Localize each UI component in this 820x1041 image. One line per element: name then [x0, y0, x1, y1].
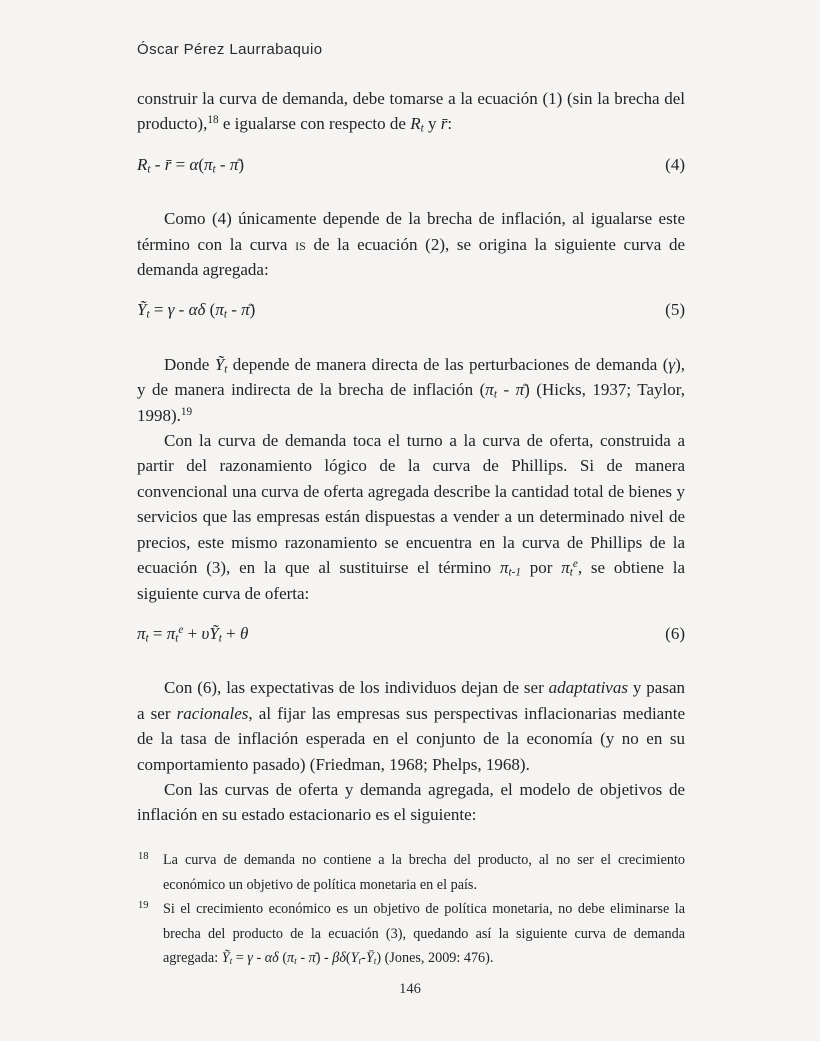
text-segment: 18	[207, 114, 219, 127]
text-segment: Con la curva de demanda toca el turno a la curva de oferta, construida a partir del razonamiento lógico de la curva de Phillips. Si de manera convencional una curva de oferta agregada describe la cantidad total de bienes y servicios que las empresas están dispuestas a vender a un determinado nivel de precios, este mismo razonamiento se encuentra en la curva de Phillips de la ecuación (3), en la que al sustituirse el término	[137, 431, 685, 578]
text-segment: t	[569, 566, 573, 579]
text-segment: -	[150, 154, 165, 174]
text-segment: Con las curvas de oferta y demanda agregada, el modelo de objetivos de inflación en su estado estacionario es el siguiente:	[137, 779, 685, 825]
paragraph	[137, 428, 685, 606]
paragraph	[137, 777, 685, 828]
text-segment: t	[373, 957, 377, 968]
text-segment: =	[232, 950, 248, 967]
text-segment: t	[212, 163, 216, 176]
paragraph	[137, 206, 685, 282]
text-segment: ) (Jones, 2009: 476).	[376, 950, 494, 967]
page-body	[137, 86, 685, 828]
running-header-author: Óscar Pérez Laurrabaquio	[137, 41, 323, 58]
text-segment: Ỹ	[137, 300, 147, 320]
text-segment: t	[229, 957, 233, 968]
text-segment: racionales	[176, 703, 249, 723]
text-segment: -	[226, 300, 242, 320]
text-segment: t	[358, 957, 362, 968]
text-segment: construir la curva de demanda, debe tomarse a la ecuación (1) (sin la brecha del producto),	[137, 89, 685, 134]
text-segment: γ	[247, 950, 253, 967]
text-segment: :	[447, 114, 453, 134]
footnote	[137, 897, 685, 971]
text-segment: is	[295, 234, 306, 254]
equation	[137, 621, 685, 646]
text-segment: t	[223, 308, 227, 321]
text-segment: r̄	[440, 114, 448, 134]
text-segment: π	[485, 380, 494, 400]
text-segment: -	[496, 380, 516, 400]
text-segment: t	[146, 308, 150, 321]
equation-body	[137, 297, 255, 322]
text-segment: (	[278, 950, 288, 967]
text-segment: Donde	[164, 354, 215, 374]
text-segment: r̄	[164, 154, 172, 174]
text-segment: e igualarse con respecto de	[218, 114, 411, 134]
equation-body	[137, 152, 244, 177]
text-segment: +	[221, 623, 240, 643]
text-segment: Con (6), las expectativas de los individuos dejan de ser	[164, 678, 549, 698]
text-segment: depende de manera directa de las perturbaciones de demanda (	[227, 354, 669, 374]
text-segment: αδ	[264, 950, 279, 967]
text-segment: (	[345, 950, 351, 967]
text-segment: π̄	[241, 300, 250, 320]
text-segment: Ȳ	[365, 950, 374, 967]
text-segment: t	[294, 957, 297, 968]
text-segment: π	[561, 558, 570, 578]
text-segment: Ỹ	[214, 354, 225, 374]
text-segment: R	[410, 114, 421, 134]
text-segment: γ	[167, 300, 175, 320]
text-segment: R	[137, 154, 148, 174]
text-segment: ) (Hicks, 1937; Taylor, 1998).	[137, 380, 685, 425]
equation	[137, 297, 685, 322]
text-segment: de la ecuación (2), se origina la siguiente curva de demanda agregada:	[137, 234, 685, 280]
text-segment: t	[224, 363, 228, 376]
paragraph	[137, 352, 685, 428]
text-segment: ) -	[315, 950, 333, 967]
text-segment: t	[493, 388, 497, 401]
text-segment: t	[218, 632, 222, 645]
text-segment: Si el crecimiento económico es un objetivo de política monetaria, no debe eliminarse la brecha del producto de la ecuación (3), quedando así la siguiente curva de demanda agregada:	[163, 901, 685, 967]
text-segment: -	[361, 950, 366, 967]
text-segment: Ỹ	[221, 950, 230, 967]
equation-body	[137, 621, 248, 646]
text-segment: π	[287, 950, 295, 967]
text-segment: Y	[350, 950, 359, 967]
text-segment: Como (4) únicamente depende de la brecha de inflación, al igualarse este término con la curva	[137, 209, 685, 254]
text-segment: =	[148, 623, 167, 643]
text-segment: por	[520, 558, 562, 578]
text-segment: π	[215, 300, 224, 320]
text-segment: , al fijar las empresas sus perspectivas inflacionarias mediante de la tasa de inflación esperada en el conjunto de la economía (y no en su comportamiento pasado) (Friedman, 1968; Phelps, 1968).	[137, 703, 685, 774]
text-segment: υ	[201, 623, 210, 643]
text-segment: π̄	[229, 154, 239, 174]
text-segment: e	[178, 623, 184, 636]
page-number: 146	[399, 981, 421, 997]
text-segment: -	[215, 154, 230, 174]
text-segment: y pasan a ser	[137, 678, 685, 723]
text-segment: π̄	[515, 380, 525, 400]
footnote	[137, 848, 685, 897]
text-segment: αδ	[188, 300, 206, 320]
text-segment: )	[249, 300, 256, 320]
equation-number: (6)	[665, 623, 685, 643]
text-segment: -	[174, 300, 189, 320]
text-segment: , se obtiene la siguiente curva de oferta:	[137, 558, 686, 603]
text-segment: =	[149, 300, 168, 320]
text-segment: θ	[239, 623, 249, 643]
text-segment: )	[238, 154, 245, 174]
footnote-number: 18	[138, 851, 149, 862]
text-segment: π	[166, 623, 176, 643]
text-segment: t	[420, 122, 424, 135]
text-segment: π	[499, 558, 509, 578]
footnotes	[137, 848, 685, 971]
text-segment: 19	[180, 405, 193, 418]
text-segment: π	[204, 154, 213, 174]
text-segment: +	[183, 623, 202, 643]
text-segment: y	[423, 114, 441, 134]
text-segment: La curva de demanda no contiene a la brecha del producto, al no ser el crecimiento económico un objetivo de política monetaria en el país.	[163, 852, 685, 893]
text-segment: π̄	[308, 950, 316, 967]
paragraph	[137, 675, 685, 777]
footnote-number: 19	[138, 900, 149, 912]
text-segment: =	[171, 154, 190, 174]
text-segment: π	[137, 623, 146, 643]
text-segment: t-1	[508, 566, 521, 579]
text-segment: -	[296, 950, 309, 967]
text-segment: adaptativas	[548, 678, 628, 698]
equation-number: (5)	[665, 300, 685, 320]
text-segment: t	[147, 163, 151, 176]
text-segment: (	[198, 154, 205, 174]
text-segment: -	[252, 950, 265, 967]
text-segment: t	[175, 632, 179, 645]
text-segment: ), y de manera indirecta de la brecha de inflación (	[137, 354, 685, 400]
text-segment: e	[572, 557, 578, 570]
text-segment: γ	[668, 354, 676, 374]
equation-number: (4)	[665, 154, 685, 174]
text-segment: α	[189, 154, 199, 174]
text-segment: Ỹ	[209, 623, 219, 643]
equation	[137, 152, 685, 177]
text-segment: t	[145, 632, 149, 645]
text-segment: (	[205, 300, 216, 320]
text-segment: βδ	[332, 950, 346, 967]
paragraph	[137, 86, 685, 137]
